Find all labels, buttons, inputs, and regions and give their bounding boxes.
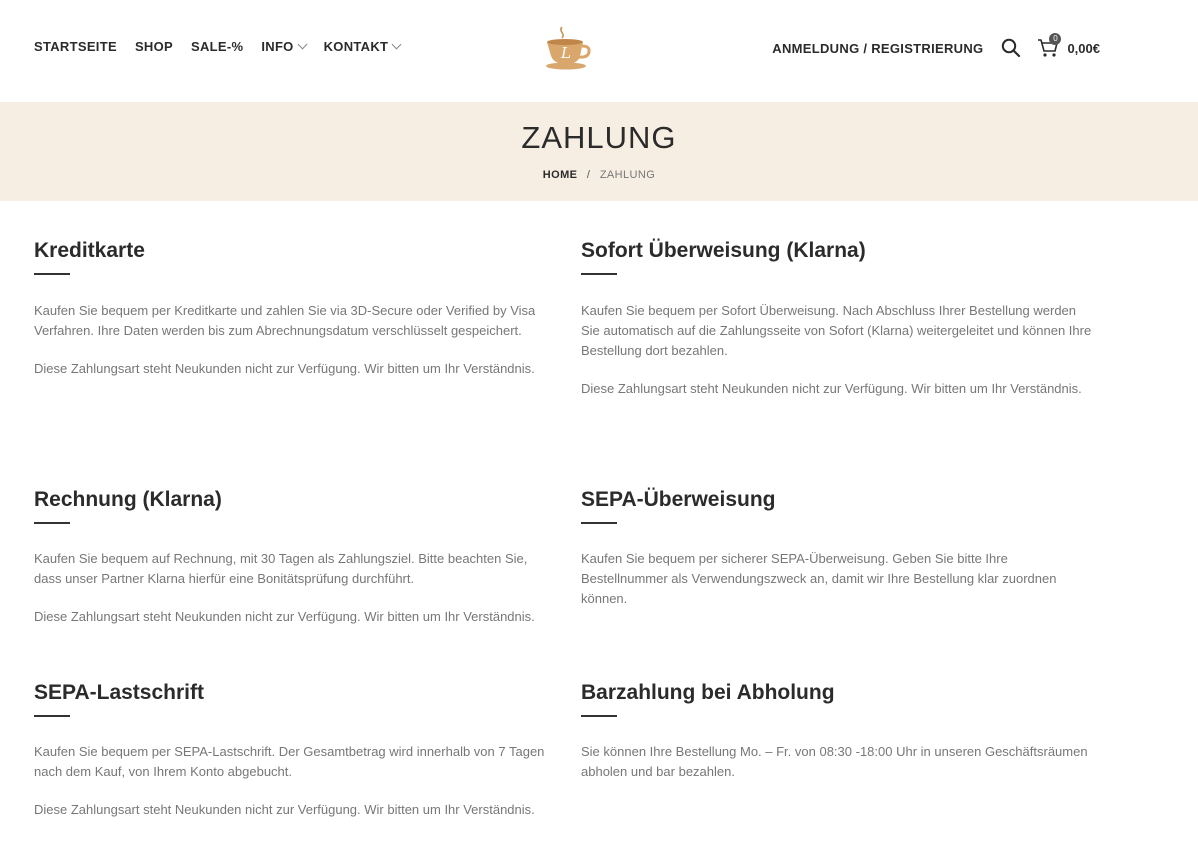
nav-item-label: KONTAKT <box>323 39 389 54</box>
section-paragraph: Diese Zahlungsart steht Neukunden nicht zur Verfügung. Wir bitten um Ihr Verständnis. <box>34 802 535 817</box>
nav-item-kontakt[interactable] <box>324 39 401 54</box>
section-paragraph: Kaufen Sie bequem auf Rechnung, mit 30 Tagen als Zahlungsziel. Bitte beachten Sie, dass unser Partner Klarna hierfür eine Bonitätsprüfung durchführt. <box>34 551 528 586</box>
section-paragraph: Kaufen Sie bequem per Sofort Überweisung. Nach Abschluss Ihrer Bestellung werden Sie automatisch auf die Zahlungsseite von Sofort (Klarna) weitergeleitet und können Ihre Bestellung dort bezahlen. <box>581 303 1092 358</box>
login-register-link[interactable]: ANMELDUNG / REGISTRIERUNG <box>772 40 984 56</box>
section-title: SEPA-Überweisung <box>581 488 776 511</box>
section-title: Sofort Überweisung (Klarna) <box>581 239 866 262</box>
nav-item-label: STARTSEITE <box>34 39 117 54</box>
payment-section-kreditkarte <box>34 238 549 379</box>
section-title: Kreditkarte <box>34 239 145 262</box>
site-header <box>0 0 1198 102</box>
cart-button[interactable] <box>1037 34 1100 59</box>
chevron-down-icon <box>297 40 307 50</box>
section-paragraph: Kaufen Sie bequem per Kreditkarte und zahlen Sie via 3D-Secure oder Verified by Visa Verfahren. Ihre Daten werden bis zum Abrechnungsdatum verschlüsselt gespeichert. <box>34 303 536 338</box>
page-title: ZAHLUNG <box>521 120 677 155</box>
nav-item-label: SALE-% <box>190 39 244 54</box>
section-divider <box>581 273 617 275</box>
section-paragraph: Sie können Ihre Bestellung Mo. – Fr. von 08:30 -18:00 Uhr in unseren Geschäftsräumen abholen und bar bezahlen. <box>581 744 1088 779</box>
breadcrumb-current: ZAHLUNG <box>599 169 656 181</box>
coffee-cup-logo-icon[interactable] <box>542 24 592 72</box>
nav-item-info[interactable] <box>261 39 305 54</box>
logo-letter: L <box>561 44 571 62</box>
section-divider <box>581 715 617 717</box>
breadcrumb <box>0 169 1198 181</box>
header-actions <box>772 34 1100 59</box>
section-divider <box>34 273 70 275</box>
payment-section-sepa-lastschrift <box>34 680 549 820</box>
section-title: Barzahlung bei Abholung <box>581 681 835 704</box>
section-title: SEPA-Lastschrift <box>34 681 204 704</box>
cart-count-badge: 0 <box>1049 33 1061 45</box>
section-paragraph: Diese Zahlungsart steht Neukunden nicht zur Verfügung. Wir bitten um Ihr Verständnis. <box>34 361 535 376</box>
payment-section-barzahlung <box>581 680 1096 782</box>
section-divider <box>34 522 70 524</box>
section-divider <box>34 715 70 717</box>
section-paragraph: Diese Zahlungsart steht Neukunden nicht zur Verfügung. Wir bitten um Ihr Verständnis. <box>581 381 1082 396</box>
cart-total: 0,00€ <box>1067 40 1100 56</box>
page-title-band <box>0 102 1198 201</box>
section-divider <box>581 522 617 524</box>
section-paragraph: Kaufen Sie bequem per SEPA-Lastschrift. Der Gesamtbetrag wird innerhalb von 7 Tagen nach dem Kauf, von Ihrem Konto abgebucht. <box>34 744 545 779</box>
section-title: Rechnung (Klarna) <box>34 488 222 511</box>
section-paragraph: Kaufen Sie bequem per sicherer SEPA-Überweisung. Geben Sie bitte Ihre Bestellnummer als Verwendungszweck an, damit wir Ihre Bestellung klar zuordnen können. <box>581 551 1057 606</box>
nav-item-shop[interactable] <box>135 39 173 54</box>
breadcrumb-home-link[interactable]: HOME <box>542 169 578 181</box>
search-icon[interactable] <box>1001 38 1021 58</box>
breadcrumb-separator: / <box>586 169 591 181</box>
main-nav <box>34 39 418 54</box>
chevron-down-icon <box>392 40 402 50</box>
nav-item-startseite[interactable] <box>34 39 117 54</box>
nav-item-sale[interactable] <box>191 39 243 54</box>
nav-item-label: INFO <box>261 39 294 54</box>
payment-section-sofort <box>581 238 1096 399</box>
payment-section-rechnung <box>34 487 549 627</box>
nav-item-label: SHOP <box>134 39 173 54</box>
section-paragraph: Diese Zahlungsart steht Neukunden nicht zur Verfügung. Wir bitten um Ihr Verständnis. <box>34 609 535 624</box>
payment-section-sepa-ueberweisung <box>581 487 1096 609</box>
